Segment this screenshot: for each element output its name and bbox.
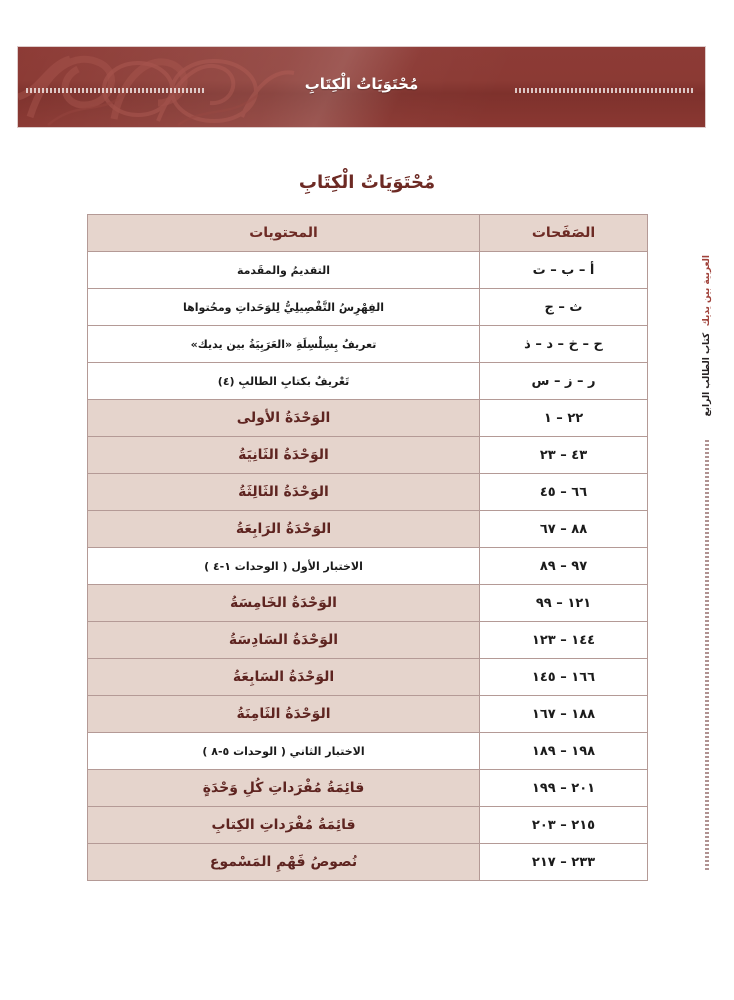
table-row (88, 733, 648, 770)
spine-dotted-line (705, 440, 709, 870)
cell-contents: الوَحْدَةُ السَادِسَةُ (88, 622, 480, 659)
table-row (88, 400, 648, 437)
cell-contents: تَعْريفٌ بكتابِ الطالبِ (٤) (88, 363, 480, 400)
table-row (88, 585, 648, 622)
cell-contents: الوَحْدَةُ الأولى (88, 400, 480, 437)
toc-table (87, 214, 648, 881)
cell-contents: الوَحْدَةُ الخَامِسَةُ (88, 585, 480, 622)
cell-pages: ١٩٨ – ١٨٩ (480, 733, 648, 770)
table-row (88, 770, 648, 807)
spine-text-group (694, 255, 720, 417)
book-spine-label (694, 255, 720, 915)
cell-pages: ١٨٨ – ١٦٧ (480, 696, 648, 733)
spine-book-title: كتاب الطالب الرابع (702, 332, 712, 417)
cell-pages: ٢١٥ – ٢٠٣ (480, 807, 648, 844)
cell-pages: ١٢١ – ٩٩ (480, 585, 648, 622)
toc-header-row (88, 215, 648, 252)
cell-contents: قائِمَةُ مُفْرَداتِ الكِتابِ (88, 807, 480, 844)
cell-contents: قائِمَةُ مُفْرَداتِ كُلِ وَحْدَةٍ (88, 770, 480, 807)
column-header-contents: المحتويات (88, 215, 480, 252)
cell-contents: الاختبار الأول ( الوحدات ١-٤ ) (88, 548, 480, 585)
cell-pages: ٢٣٣ – ٢١٧ (480, 844, 648, 881)
cell-pages: ٦٦ – ٤٥ (480, 474, 648, 511)
cell-contents: الوَحْدَةُ الثَانِيَةُ (88, 437, 480, 474)
cell-pages: ح – خ – د – ذ (480, 326, 648, 363)
cell-contents: تعريفٌ بِسِلْسِلَةِ «العَرَبِيَةُ بين يديك» (88, 326, 480, 363)
cell-contents: التقديمُ والمقَدمة (88, 252, 480, 289)
cell-contents: الوَحْدَةُ الثَامِنَةُ (88, 696, 480, 733)
table-row (88, 437, 648, 474)
table-row (88, 474, 648, 511)
table-row (88, 548, 648, 585)
table-row (88, 326, 648, 363)
toc-body (88, 252, 648, 881)
page-header-banner (18, 47, 705, 127)
table-of-contents (88, 214, 648, 881)
table-row (88, 289, 648, 326)
cell-contents: الفِهْرِسُ التَّفْصِيلِيُّ لِلوَحَداتِ ومحُتواها (88, 289, 480, 326)
table-row (88, 659, 648, 696)
table-row (88, 696, 648, 733)
spine-series-title: العربية بين يديك (702, 255, 712, 327)
table-row (88, 363, 648, 400)
table-row (88, 844, 648, 881)
cell-contents: الوَحْدَةُ السَابِعَةُ (88, 659, 480, 696)
table-row (88, 252, 648, 289)
cell-pages: ر – ز – س (480, 363, 648, 400)
cell-contents: الوَحْدَةُ الثَالِثَةُ (88, 474, 480, 511)
cell-contents: نُصوصُ فَهْمِ المَسْموع (88, 844, 480, 881)
cell-pages: ٨٨ – ٦٧ (480, 511, 648, 548)
cell-pages: ٢٢ – ١ (480, 400, 648, 437)
cell-pages: ث – ج (480, 289, 648, 326)
cell-pages: ٤٣ – ٢٣ (480, 437, 648, 474)
column-header-pages: الصَفَحات (480, 215, 648, 252)
cell-pages: ٩٧ – ٨٩ (480, 548, 648, 585)
table-row (88, 807, 648, 844)
page-title: مُحْتَوَيَاتُ الْكِتَابِ (298, 172, 436, 193)
cell-contents: الوَحْدَةُ الرَابِعَةُ (88, 511, 480, 548)
cell-pages: ١٦٦ – ١٤٥ (480, 659, 648, 696)
table-row (88, 511, 648, 548)
cell-pages: ٢٠١ – ١٩٩ (480, 770, 648, 807)
cell-contents: الاختبار الثاني ( الوحدات ٥-٨ ) (88, 733, 480, 770)
cell-pages: ١٤٤ – ١٢٣ (480, 622, 648, 659)
cell-pages: أ – ب – ت (480, 252, 648, 289)
table-row (88, 622, 648, 659)
banner-title: مُحْتَوَيَاتُ الْكِتَابِ (304, 75, 419, 93)
